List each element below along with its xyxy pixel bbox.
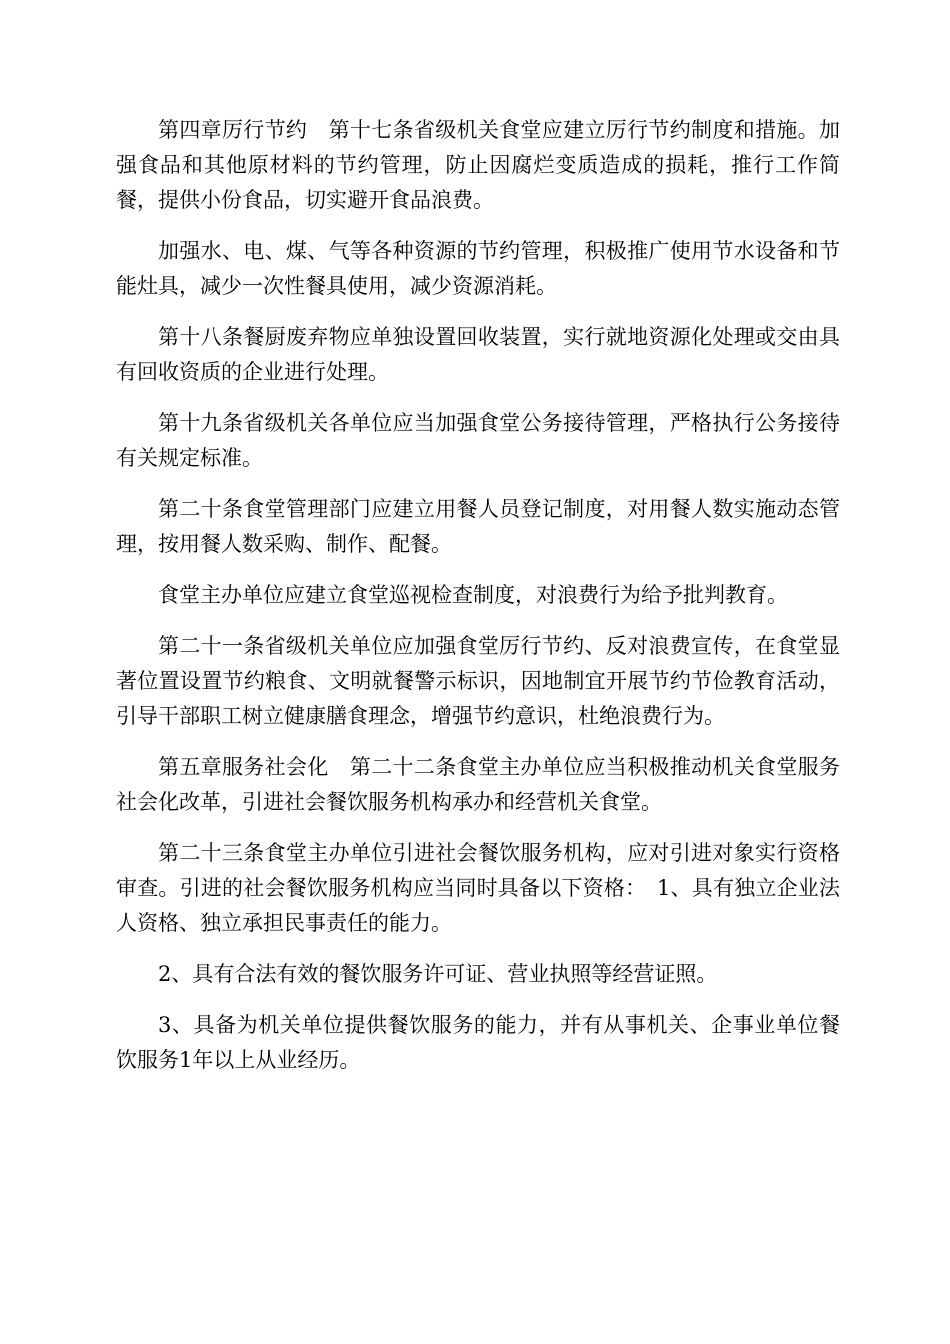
paragraph-resource-saving: 加强水、电、煤、气等各种资源的节约管理，积极推广使用节水设备和节能灶具，减少一次性餐具使用，减少资源消耗。 [116, 239, 840, 298]
paragraph-chapter4-article17: 第四章厉行节约 第十七条省级机关食堂应建立厉行节约制度和措施。加强食品和其他原材料的节约管理，防止因腐烂变质造成的损耗，推行工作简餐，提供小份食品，切实避开食品浪费。 [116, 118, 840, 212]
paragraph-article21: 第二十一条省级机关单位应加强食堂厉行节约、反对浪费宣传，在食堂显著位置设置节约粮食、文明就餐警示标识，因地制宜开展节约节俭教育活动，引导干部职工树立健康膳食理念，增强节约意识，杜绝浪费行为。 [116, 634, 840, 728]
paragraph-article19: 第十九条省级机关各单位应当加强食堂公务接待管理，严格执行公务接待有关规定标准。 [116, 411, 840, 470]
paragraph-chapter5-article22: 第五章服务社会化 第二十二条食堂主办单位应当积极推动机关食堂服务社会化改革，引进社会餐饮服务机构承办和经营机关食堂。 [116, 755, 840, 814]
paragraph-inspection-system: 食堂主办单位应建立食堂巡视检查制度，对浪费行为给予批判教育。 [158, 583, 788, 607]
document-page [116, 113, 840, 1094]
paragraph-article18: 第十八条餐厨废弃物应单独设置回收装置，实行就地资源化处理或交由具有回收资质的企业进行处理。 [116, 325, 840, 384]
paragraph-article23: 第二十三条食堂主办单位引进社会餐饮服务机构，应对引进对象实行资格审查。引进的社会餐饮服务机构应当同时具备以下资格： 1、具有独立企业法人资格、独立承担民事责任的能力。 [116, 841, 840, 935]
paragraph-item3: 3、具备为机关单位提供餐饮服务的能力，并有从事机关、企事业单位餐饮服务1年以上从业经历。 [116, 1013, 840, 1072]
paragraph-article20: 第二十条食堂管理部门应建立用餐人员登记制度，对用餐人数实施动态管理，按用餐人数采购、制作、配餐。 [116, 497, 840, 556]
paragraph-item2: 2、具有合法有效的餐饮服务许可证、营业执照等经营证照。 [158, 962, 718, 986]
